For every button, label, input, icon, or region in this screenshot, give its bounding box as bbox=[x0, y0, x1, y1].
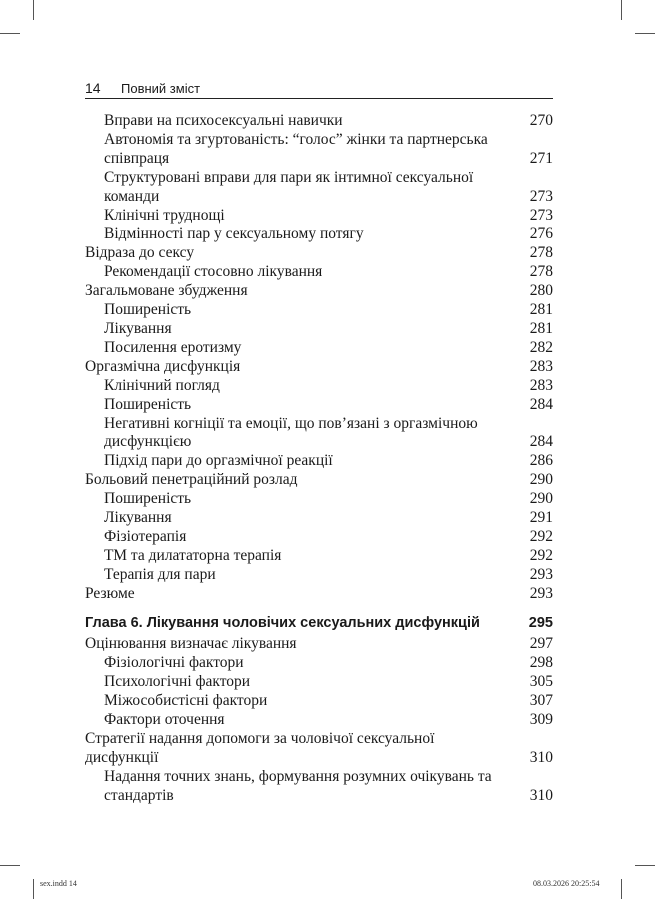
toc-chapter-entry bbox=[85, 614, 553, 633]
crop-mark bbox=[0, 865, 20, 866]
toc-entry-page: 310 bbox=[529, 748, 553, 766]
toc-entry bbox=[85, 692, 553, 711]
table-of-contents bbox=[85, 112, 553, 806]
footer-timestamp: 08.03.2026 20:25:54 bbox=[533, 879, 600, 888]
toc-entry bbox=[85, 301, 553, 320]
toc-entry-title: Підхід пари до оргазмічної реакції bbox=[104, 452, 333, 470]
toc-entry-title: Терапія для пари bbox=[104, 565, 216, 583]
toc-entry bbox=[85, 320, 553, 339]
toc-entry-page: 297 bbox=[529, 635, 553, 653]
toc-entry-title: Оцінювання визначає лікування bbox=[85, 635, 297, 653]
toc-entry-title: Фізіотерапія bbox=[104, 527, 187, 545]
crop-mark bbox=[621, 0, 622, 20]
toc-entry bbox=[85, 711, 553, 730]
toc-entry bbox=[85, 131, 553, 169]
toc-entry-page: 290 bbox=[529, 471, 553, 489]
toc-entry bbox=[85, 244, 553, 263]
toc-entry-title: Автономія та згуртованість: “голос” жінки та партнерська співпраця bbox=[104, 130, 488, 167]
toc-entry-page: 310 bbox=[529, 786, 553, 804]
toc-entry-page: 293 bbox=[529, 565, 553, 583]
toc-entry-page: 293 bbox=[529, 584, 553, 602]
toc-entry-page: 307 bbox=[529, 692, 553, 710]
toc-entry bbox=[85, 566, 553, 585]
toc-entry bbox=[85, 225, 553, 244]
crop-mark bbox=[33, 0, 34, 20]
toc-entry-page: 283 bbox=[529, 357, 553, 375]
toc-entry-page: 292 bbox=[529, 546, 553, 564]
toc-entry-page: 281 bbox=[529, 319, 553, 337]
toc-entry-title: Надання точних знань, формування розумних очікувань та стандартів bbox=[104, 767, 492, 804]
toc-entry bbox=[85, 471, 553, 490]
toc-entry bbox=[85, 207, 553, 226]
toc-entry bbox=[85, 635, 553, 654]
toc-entry-page: 291 bbox=[529, 509, 553, 527]
toc-entry-page: 305 bbox=[529, 673, 553, 691]
toc-entry-title: Лікування bbox=[104, 319, 172, 337]
toc-entry bbox=[85, 452, 553, 471]
toc-entry-page: 278 bbox=[529, 263, 553, 281]
crop-mark bbox=[0, 33, 20, 34]
toc-entry-title: Вправи на психосексуальні навички bbox=[104, 112, 343, 129]
crop-mark bbox=[621, 879, 622, 899]
toc-entry-title: Загальмоване збудження bbox=[85, 282, 248, 300]
toc-entry bbox=[85, 169, 553, 207]
toc-entry bbox=[85, 547, 553, 566]
toc-entry-title: Психологічні фактори bbox=[104, 673, 251, 691]
toc-entry-page: 271 bbox=[529, 149, 553, 167]
toc-entry-title: Негативні когніції та емоції, що пов’язані з оргазмічною дисфункцією bbox=[104, 414, 478, 451]
toc-entry-page: 284 bbox=[529, 395, 553, 413]
toc-entry-page: 278 bbox=[529, 244, 553, 262]
toc-entry bbox=[85, 263, 553, 282]
toc-entry-title: Відмінності пар у сексуальному потягу bbox=[104, 225, 364, 243]
footer-file-info: sex.indd 14 bbox=[40, 879, 77, 888]
toc-entry bbox=[85, 509, 553, 528]
toc-entry-title: Поширеність bbox=[104, 490, 192, 508]
toc-entry bbox=[85, 339, 553, 358]
toc-entry-page: 290 bbox=[529, 490, 553, 508]
toc-entry-page: 282 bbox=[529, 338, 553, 356]
toc-entry bbox=[85, 358, 553, 377]
toc-entry-title: Відраза до сексу bbox=[85, 244, 195, 262]
running-header bbox=[85, 78, 553, 99]
toc-entry-page: 270 bbox=[529, 112, 553, 129]
toc-entry bbox=[85, 282, 553, 301]
toc-entry bbox=[85, 585, 553, 604]
toc-entry-page: 283 bbox=[529, 376, 553, 394]
toc-entry-title: Поширеність bbox=[104, 301, 192, 319]
toc-entry-title: Клінічний погляд bbox=[104, 376, 220, 394]
page-number: 14 bbox=[85, 80, 101, 96]
toc-entry-title: Стратегії надання допомоги за чоловічої сексуальної дисфункції bbox=[85, 730, 435, 766]
toc-entry bbox=[85, 654, 553, 673]
crop-mark bbox=[33, 879, 34, 899]
toc-entry-page: 280 bbox=[529, 282, 553, 300]
toc-entry bbox=[85, 112, 553, 131]
toc-entry-page: 295 bbox=[528, 614, 553, 631]
toc-entry-title: Больовий пенетраційний розлад bbox=[85, 471, 298, 489]
toc-entry-title: Фактори оточення bbox=[104, 711, 225, 729]
running-title: Повний зміст bbox=[121, 81, 201, 96]
toc-entry-title: Клінічні труднощі bbox=[104, 206, 225, 224]
crop-mark bbox=[635, 865, 655, 866]
toc-entry-page: 273 bbox=[529, 187, 553, 205]
toc-entry-title: Резюме bbox=[85, 584, 135, 602]
toc-entry bbox=[85, 528, 553, 547]
toc-entry-title: Глава 6. Лікування чоловічих сексуальних дисфункцій bbox=[85, 614, 480, 631]
toc-entry-page: 298 bbox=[529, 654, 553, 672]
toc-entry-title: Лікування bbox=[104, 509, 172, 527]
toc-entry-page: 286 bbox=[529, 452, 553, 470]
crop-mark bbox=[635, 33, 655, 34]
toc-entry-page: 276 bbox=[529, 225, 553, 243]
toc-entry-page: 281 bbox=[529, 301, 553, 319]
toc-entry bbox=[85, 396, 553, 415]
toc-entry-title: Посилення еротизму bbox=[104, 338, 242, 356]
toc-entry-title: Поширеність bbox=[104, 395, 192, 413]
toc-entry-page: 309 bbox=[529, 711, 553, 729]
toc-entry-title: Фізіологічні фактори bbox=[104, 654, 244, 672]
toc-entry-title: Оргазмічна дисфункція bbox=[85, 357, 241, 375]
toc-entry bbox=[85, 768, 553, 806]
toc-entry-page: 284 bbox=[529, 433, 553, 451]
toc-entry-page: 273 bbox=[529, 206, 553, 224]
toc-entry bbox=[85, 377, 553, 396]
toc-entry-title: Структуровані вправи для пари як інтимної сексуальної команди bbox=[104, 168, 474, 205]
toc-entry bbox=[85, 415, 553, 453]
toc-entry bbox=[85, 673, 553, 692]
toc-entry-page: 292 bbox=[529, 527, 553, 545]
toc-entry bbox=[85, 730, 553, 768]
toc-entry-title: Рекомендації стосовно лікування bbox=[104, 263, 323, 281]
toc-entry bbox=[85, 490, 553, 509]
toc-entry-title: Міжособистісні фактори bbox=[104, 692, 268, 710]
toc-entry-title: ТМ та дилататорна терапія bbox=[104, 546, 282, 564]
